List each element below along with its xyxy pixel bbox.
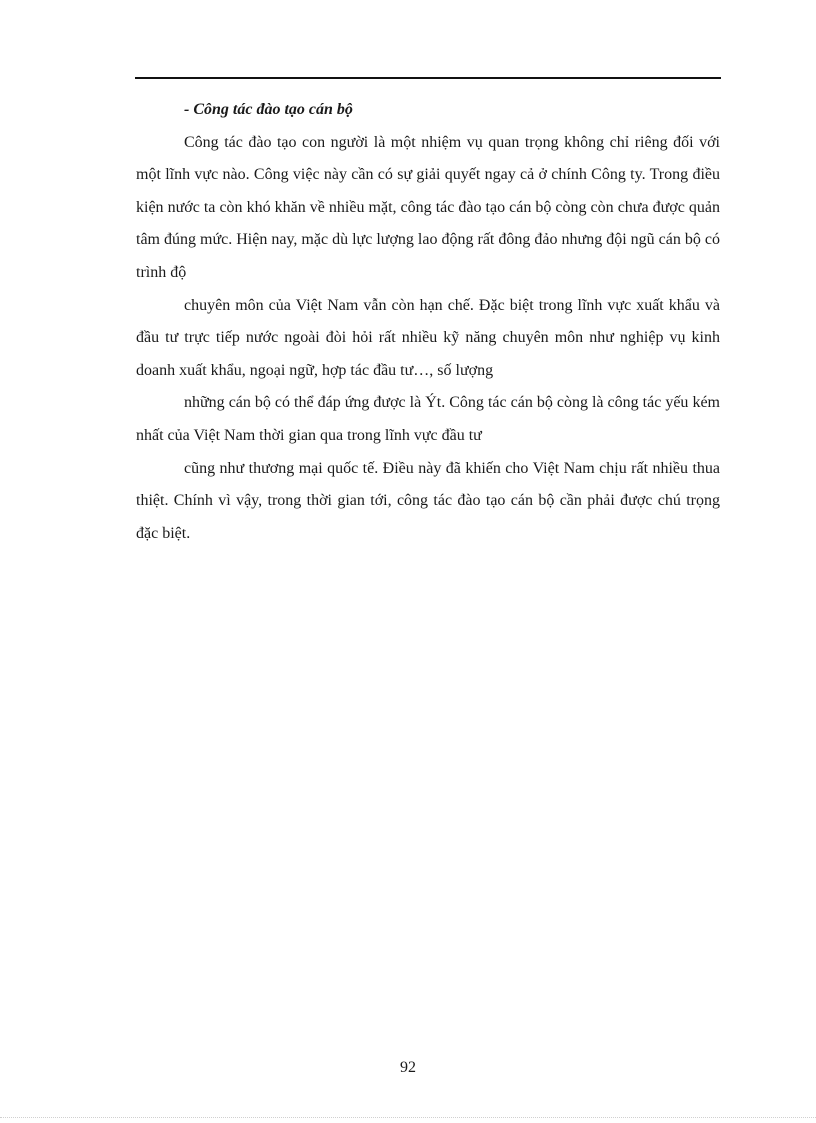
- section-heading: - Công tác đào tạo cán bộ: [184, 101, 353, 118]
- page-number: 92: [400, 1059, 416, 1076]
- paragraph-1: Công tác đào tạo con người là một nhiệm vụ quan trọng không chỉ riêng đối với một lĩnh vực nào. Công việc này cần có sự giải quyết ngay cả ở chính Công ty. Trong điều kiện nước ta còn khó khăn về nhiều mặt, công tác đào tạo cán bộ còng còn chưa được quản tâm đúng mức. Hiện nay, mặc dù lực lượng lao động rất đông đảo nhưng đội ngũ cán bộ có trình độ: [136, 133, 720, 281]
- header-rule: [135, 77, 721, 79]
- page-content: [136, 94, 720, 550]
- paragraph-2: chuyên môn của Việt Nam vẫn còn hạn chế. Đặc biệt trong lĩnh vực xuất khẩu và đầu tư trực tiếp nước ngoài đòi hỏi rất nhiều kỹ năng chuyên môn như nghiệp vụ kinh doanh xuất khẩu, ngoại ngữ, hợp tác đầu tư…, số lượng: [136, 296, 720, 379]
- paragraph-3: những cán bộ có thể đáp ứng được là Ýt. Công tác cán bộ còng là công tác yếu kém nhất của Việt Nam thời gian qua trong lĩnh vực đầu tư: [136, 394, 720, 444]
- footer-dotted-line: [0, 1117, 816, 1118]
- paragraph-4: cũng như thương mại quốc tế. Điều này đã khiến cho Việt Nam chịu rất nhiều thua thiệt. Chính vì vậy, trong thời gian tới, công tác đào tạo cán bộ cần phải được chú trọng đặc biệt.: [136, 459, 720, 542]
